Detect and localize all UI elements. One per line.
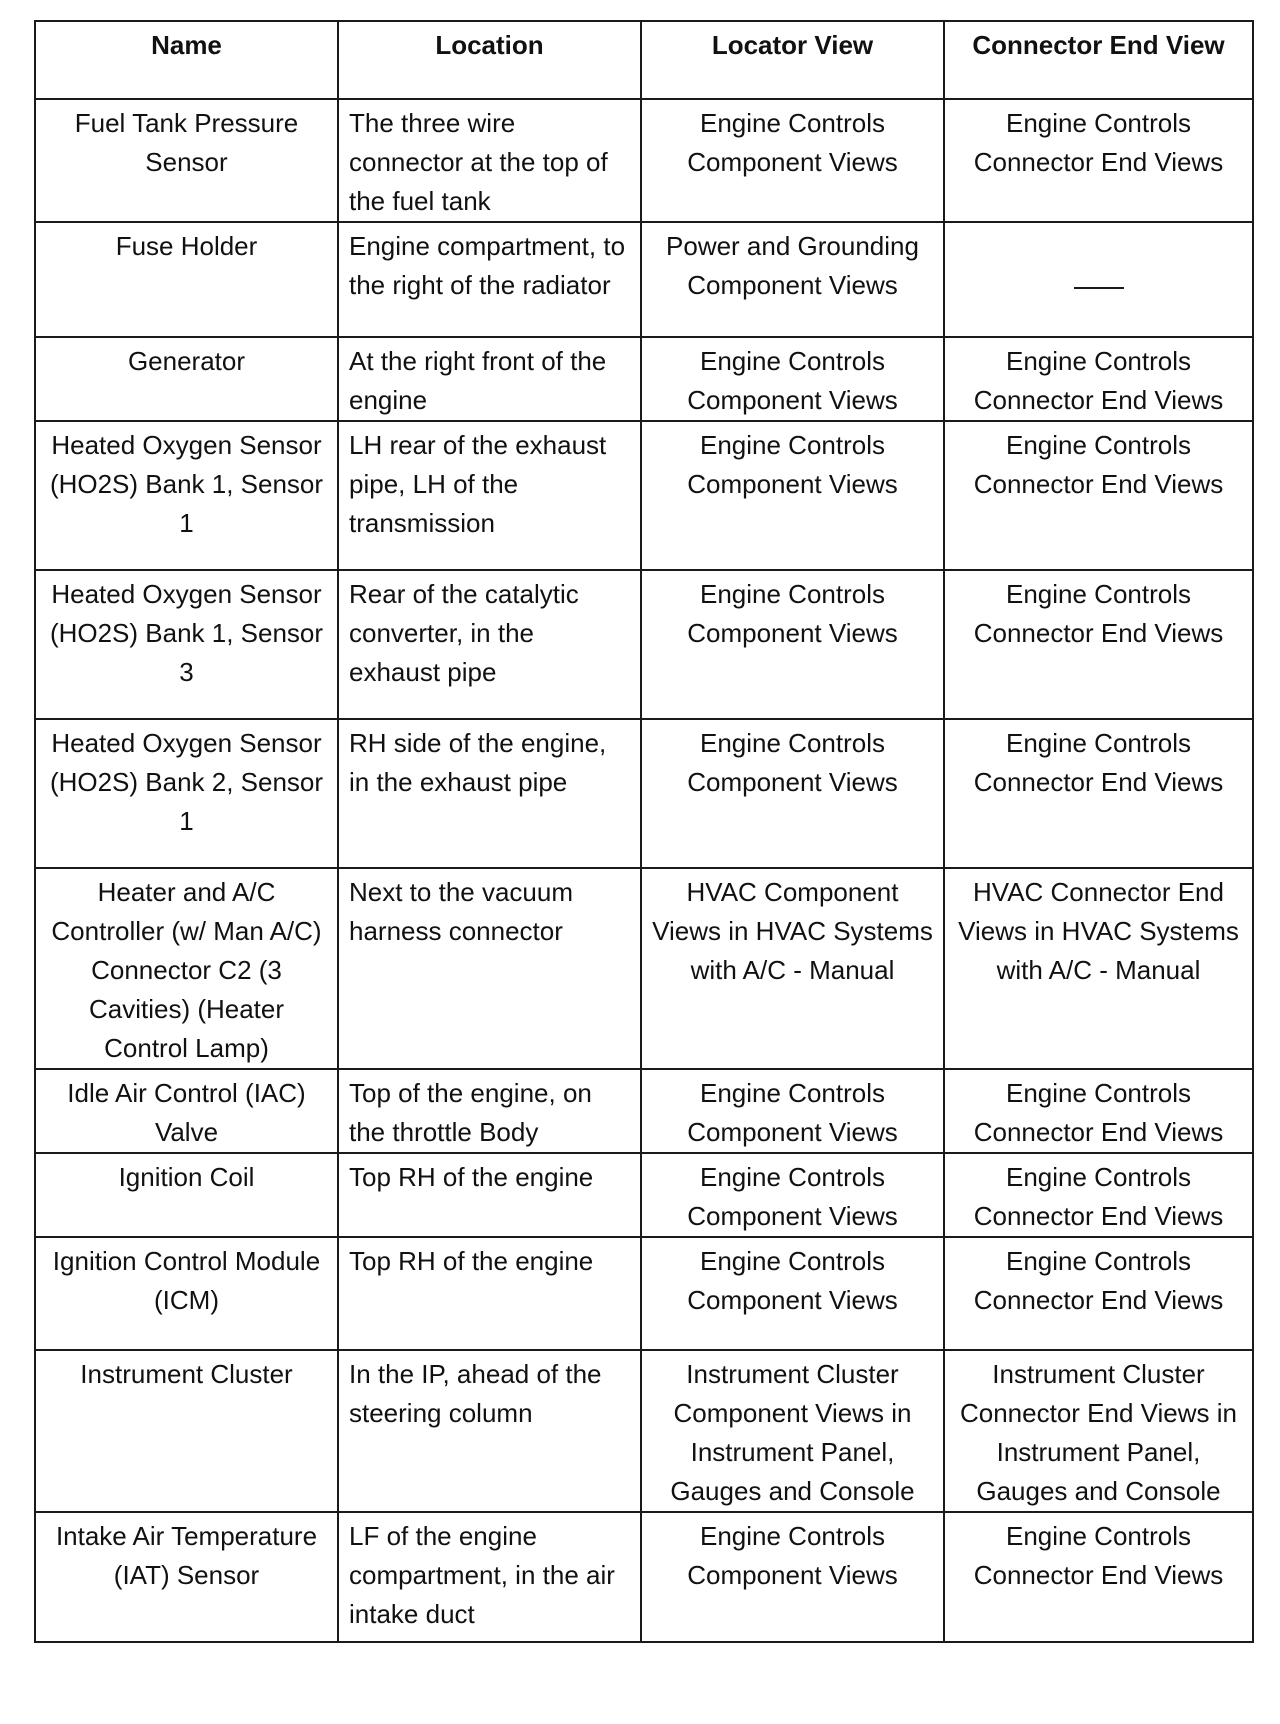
cell-connector-end-view: Engine Controls Connector End Views (944, 337, 1253, 421)
cell-locator-view: Engine Controls Component Views (641, 337, 944, 421)
cell-name: Intake Air Temperature (IAT) Sensor (35, 1512, 338, 1642)
cell-location: LH rear of the exhaust pipe, LH of the transmission (338, 421, 641, 570)
table-row (35, 99, 1253, 222)
cell-name: Heater and A/C Controller (w/ Man A/C) Connector C2 (3 Cavities) (Heater Control Lamp) (35, 868, 338, 1069)
cell-name: Instrument Cluster (35, 1350, 338, 1512)
header-connector-end-view: Connector End View (944, 21, 1253, 99)
cell-connector-end-view: Engine Controls Connector End Views (944, 570, 1253, 719)
cell-name: Fuse Holder (35, 222, 338, 337)
table-row (35, 1350, 1253, 1512)
cell-locator-view: HVAC Component Views in HVAC Systems with A/C - Manual (641, 868, 944, 1069)
cell-location: Top of the engine, on the throttle Body (338, 1069, 641, 1153)
cell-location: The three wire connector at the top of the fuel tank (338, 99, 641, 222)
cell-connector-end-view (944, 222, 1253, 337)
cell-location: In the IP, ahead of the steering column (338, 1350, 641, 1512)
header-location: Location (338, 21, 641, 99)
cell-connector-end-view: Engine Controls Connector End Views (944, 1237, 1253, 1350)
table-row (35, 421, 1253, 570)
cell-locator-view: Instrument Cluster Component Views in Instrument Panel, Gauges and Console (641, 1350, 944, 1512)
cell-name: Fuel Tank Pressure Sensor (35, 99, 338, 222)
cell-connector-end-view: Engine Controls Connector End Views (944, 99, 1253, 222)
cell-connector-end-view: Engine Controls Connector End Views (944, 1069, 1253, 1153)
cell-locator-view: Engine Controls Component Views (641, 719, 944, 868)
cell-locator-view: Engine Controls Component Views (641, 1069, 944, 1153)
table-row (35, 222, 1253, 337)
cell-locator-view: Engine Controls Component Views (641, 1237, 944, 1350)
cell-connector-end-view: Engine Controls Connector End Views (944, 719, 1253, 868)
table-row (35, 1153, 1253, 1237)
table-row (35, 868, 1253, 1069)
cell-locator-view: Engine Controls Component Views (641, 421, 944, 570)
table-row (35, 1069, 1253, 1153)
cell-connector-end-view: HVAC Connector End Views in HVAC Systems with A/C - Manual (944, 868, 1253, 1069)
cell-location: At the right front of the engine (338, 337, 641, 421)
cell-name: Heated Oxygen Sensor (HO2S) Bank 1, Sensor 3 (35, 570, 338, 719)
header-name: Name (35, 21, 338, 99)
cell-name: Idle Air Control (IAC) Valve (35, 1069, 338, 1153)
cell-location: RH side of the engine, in the exhaust pipe (338, 719, 641, 868)
cell-locator-view: Power and Grounding Component Views (641, 222, 944, 337)
cell-name: Heated Oxygen Sensor (HO2S) Bank 1, Sensor 1 (35, 421, 338, 570)
component-locator-table (34, 20, 1254, 1643)
cell-location: Top RH of the engine (338, 1237, 641, 1350)
cell-locator-view: Engine Controls Component Views (641, 99, 944, 222)
cell-connector-end-view: Instrument Cluster Connector End Views in Instrument Panel, Gauges and Console (944, 1350, 1253, 1512)
cell-locator-view: Engine Controls Component Views (641, 570, 944, 719)
cell-location: Top RH of the engine (338, 1153, 641, 1237)
empty-dash (1074, 287, 1124, 289)
table-header-row (35, 21, 1253, 99)
table-row (35, 337, 1253, 421)
cell-locator-view: Engine Controls Component Views (641, 1512, 944, 1642)
table-row (35, 1237, 1253, 1350)
cell-connector-end-view: Engine Controls Connector End Views (944, 421, 1253, 570)
cell-location: Next to the vacuum harness connector (338, 868, 641, 1069)
cell-name: Heated Oxygen Sensor (HO2S) Bank 2, Sensor 1 (35, 719, 338, 868)
cell-connector-end-view: Engine Controls Connector End Views (944, 1153, 1253, 1237)
table-row (35, 570, 1253, 719)
table-row (35, 1512, 1253, 1642)
cell-name: Ignition Control Module (ICM) (35, 1237, 338, 1350)
cell-connector-end-view: Engine Controls Connector End Views (944, 1512, 1253, 1642)
cell-location: Engine compartment, to the right of the radiator (338, 222, 641, 337)
cell-locator-view: Engine Controls Component Views (641, 1153, 944, 1237)
cell-name: Generator (35, 337, 338, 421)
header-locator-view: Locator View (641, 21, 944, 99)
cell-name: Ignition Coil (35, 1153, 338, 1237)
cell-location: LF of the engine compartment, in the air intake duct (338, 1512, 641, 1642)
table-row (35, 719, 1253, 868)
cell-location: Rear of the catalytic converter, in the exhaust pipe (338, 570, 641, 719)
